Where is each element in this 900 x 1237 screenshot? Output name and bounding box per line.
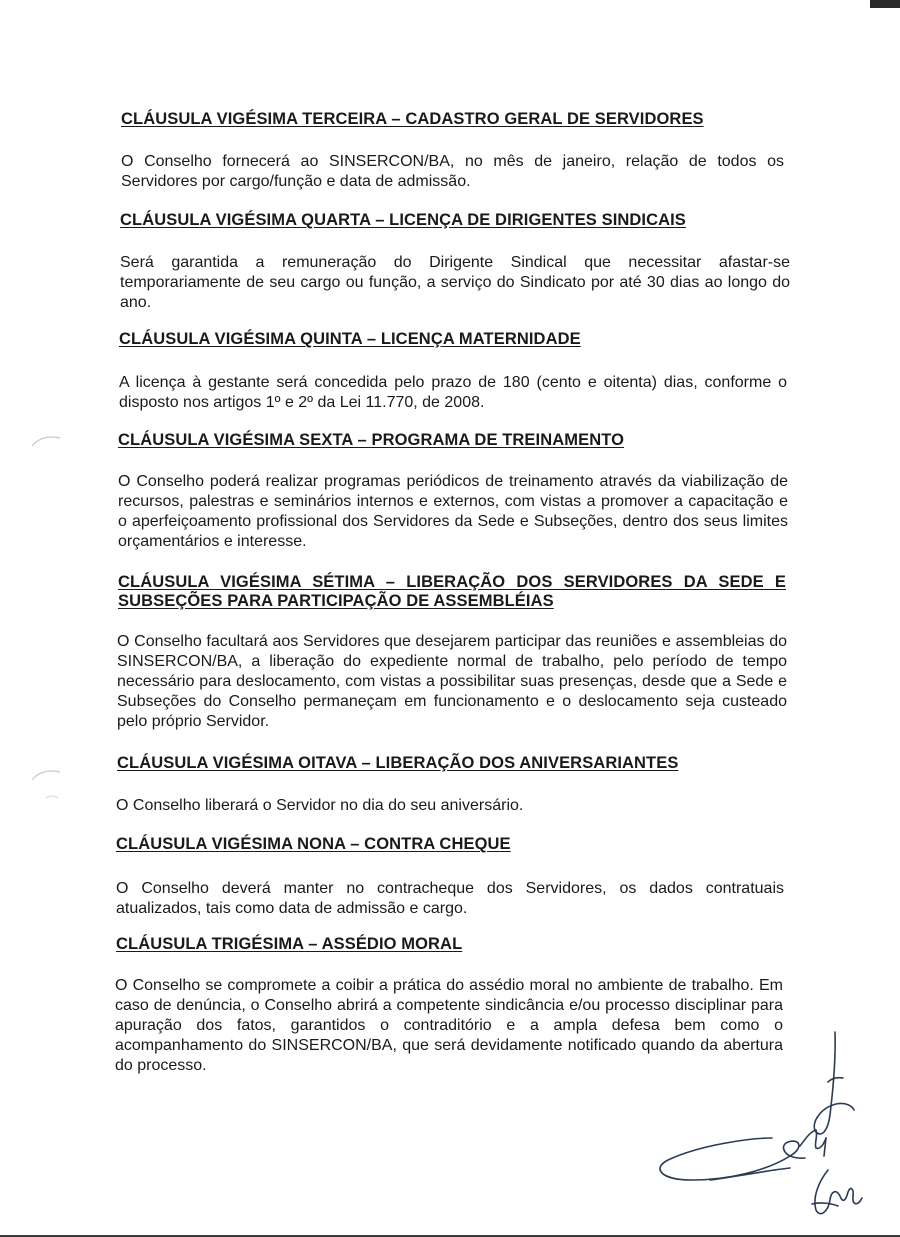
clause-title: CLÁUSULA VIGÉSIMA QUARTA – LICENÇA DE DIRIGENTES SINDICAIS <box>120 211 686 229</box>
clause-body: O Conselho se compromete a coibir a prática do assédio moral no ambiente de trabalho. Em caso de denúncia, o Conselho abrirá a competente sindicância e/ou processo disciplinar para apuração dos fatos, garantidos o contraditório e a ampla defesa bem como o acompanhamento do SINSERCON/BA, que será devidamente notificado quando da abertura do processo. <box>115 977 783 1074</box>
clause-body: O Conselho liberará o Servidor no dia do seu aniversário. <box>116 797 524 814</box>
clause-body: O Conselho fornecerá ao SINSERCON/BA, no mês de janeiro, relação de todos os Servidores por cargo/função e data de admissão. <box>121 153 784 190</box>
clause-body: O Conselho facultará aos Servidores que desejarem participar das reuniões e assembleias do SINSERCON/BA, a liberação do expediente normal de trabalho, pelo período de tempo necessário para deslocamento, com vistas a possibilitar suas presenças, desde que a Sede e Subseções do Conselho permaneçam em funcionamento e o deslocamento seja custeado pelo próprio Servidor. <box>117 633 787 730</box>
handwritten-signatures <box>640 1020 890 1230</box>
clause-title: CLÁUSULA TRIGÉSIMA – ASSÉDIO MORAL <box>116 935 463 953</box>
clause-title: CLÁUSULA VIGÉSIMA TERCEIRA – CADASTRO GERAL DE SERVIDORES <box>121 110 704 128</box>
clause-body: A licença à gestante será concedida pelo prazo de 180 (cento e oitenta) dias, conforme o disposto nos artigos 1º e 2º da Lei 11.770, de 2008. <box>119 374 787 411</box>
clause-title: CLÁUSULA VIGÉSIMA QUINTA – LICENÇA MATERNIDADE <box>119 330 581 348</box>
clause-body: O Conselho deverá manter no contracheque dos Servidores, os dados contratuais atualizados, tais como data de admissão e cargo. <box>116 880 784 917</box>
clause-title: CLÁUSULA VIGÉSIMA SÉTIMA – LIBERAÇÃO DOS SERVIDORES DA SEDE E SUBSEÇÕES PARA PARTICIPAÇÃO DE ASSEMBLÉIAS <box>118 573 786 610</box>
clause-title: CLÁUSULA VIGÉSIMA NONA – CONTRA CHEQUE <box>116 835 511 853</box>
scan-edge-shadow <box>870 0 900 8</box>
clause-body: O Conselho poderá realizar programas periódicos de treinamento através da viabilização de recursos, palestras e seminários internos e externos, com vistas a promover a capacitação e o aperfeiçoamento profissional dos Servidores da Sede e Subseções, dentro dos seus limites orçamentários e interesse. <box>118 473 788 550</box>
clause-title: CLÁUSULA VIGÉSIMA SEXTA – PROGRAMA DE TREINAMENTO <box>118 431 625 449</box>
margin-smudge-mark <box>28 428 68 452</box>
clause-body: Será garantida a remuneração do Dirigente Sindical que necessitar afastar-se temporariamente de seu cargo ou função, a serviço do Sindicato por até 30 dias ao longo do ano. <box>120 254 790 311</box>
clause-title: CLÁUSULA VIGÉSIMA OITAVA – LIBERAÇÃO DOS ANIVERSARIANTES <box>117 754 679 772</box>
margin-smudge-mark <box>28 764 68 804</box>
